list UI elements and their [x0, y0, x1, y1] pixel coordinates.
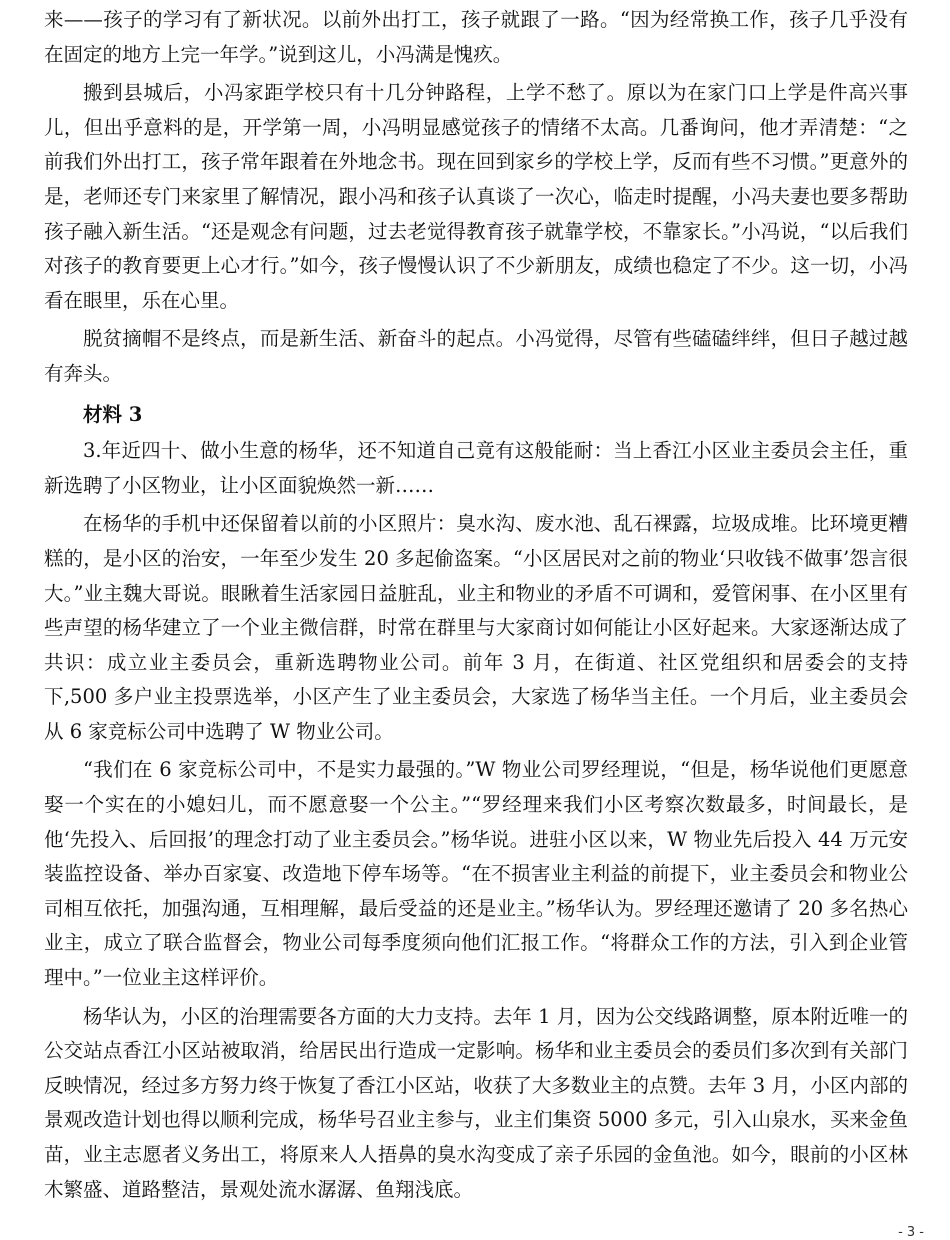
paragraph: 在杨华的手机中还保留着以前的小区照片：臭水沟、废水池、乱石裸露，垃圾成堆。比环境更糟糕的，是小区的治安，一年至少发生 20 多起偷盗案。“小区居民对之前的物业‘只收钱不做事’怨言很大。”业主魏大哥说。眼瞅着生活家园日益脏乱，业主和物业的矛盾不可调和，爱管闲事、在小区里有些声望的杨华建立了一个业主微信群，时常在群里与大家商讨如何能让小区好起来。大家逐渐达成了共识：成立业主委员会，重新选聘物业公司。前年 3 月，在街道、社区党组织和居委会的支持下,500 多户业主投票选举，小区产生了业主委员会，大家选了杨华当主任。一个月后，业主委员会从 6 家竞标公司中选聘了 W 物业公司。	[44, 512, 908, 743]
paragraph: 3.年近四十、做小生意的杨华，还不知道自己竟有这般能耐：当上香江小区业主委员会主任，重新选聘了小区物业，让小区面貌焕然一新……	[44, 439, 908, 497]
paragraph: 搬到县城后，小冯家距学校只有十几分钟路程，上学不愁了。原以为在家门口上学是件高兴事儿，但出乎意料的是，开学第一周，小冯明显感觉孩子的情绪不太高。几番询问，他才弄清楚：“之前我们外出打工，孩子常年跟着在外地念书。现在回到家乡的学校上学，反而有些不习惯。”更意外的是，老师还专门来家里了解情况，跟小冯和孩子认真谈了一次心，临走时提醒，小冯夫妻也要多帮助孩子融入新生活。“还是观念有问题，过去老觉得教育孩子就靠学校，不靠家长。”小冯说，“以后我们对孩子的教育要更上心才行。”如今，孩子慢慢认识了不少新朋友，成绩也稳定了不少。这一切，小冯看在眼里，乐在心里。	[44, 81, 908, 312]
document-page	[44, 3, 908, 1207]
paragraph-continuation: 来——孩子的学习有了新状况。以前外出打工，孩子就跟了一路。“因为经常换工作，孩子几乎没有在固定的地方上完一年学。”说到这儿，小冯满是愧疚。	[44, 8, 908, 66]
paragraph: 杨华认为，小区的治理需要各方面的大力支持。去年 1 月，因为公交线路调整，原本附近唯一的公交站点香江小区站被取消，给居民出行造成一定影响。杨华和业主委员会的委员们多次到有关部门反映情况，经过多方努力终于恢复了香江小区站，收获了大多数业主的点赞。去年 3 月，小区内部的景观改造计划也得以顺利完成，杨华号召业主参与，业主们集资 5000 多元，引入山泉水，买来金鱼苗，业主志愿者义务出工，将原来人人捂鼻的臭水沟变成了亲子乐园的金鱼池。如今，眼前的小区林木繁盛、道路整洁，景观处流水潺潺、鱼翔浅底。	[44, 1004, 908, 1201]
paragraph: 脱贫摘帽不是终点，而是新生活、新奋斗的起点。小冯觉得，尽管有些磕磕绊绊，但日子越过越有奔头。	[44, 327, 908, 385]
page-number: - 3 -	[898, 1225, 924, 1240]
paragraph: “我们在 6 家竞标公司中，不是实力最强的。”W 物业公司罗经理说，“但是，杨华说他们更愿意娶一个实在的小媳妇儿，而不愿意娶一个公主。”“罗经理来我们小区考察次数最多，时间最长，是他‘先投入、后回报’的理念打动了业主委员会。”杨华说。进驻小区以来，W 物业先后投入 44 万元安装监控设备、举办百家宴、改造地下停车场等。“在不损害业主利益的前提下，业主委员会和物业公司相互依托，加强沟通，互相理解，最后受益的还是业主。”杨华认为。罗经理还邀请了 20 多名热心业主，成立了联合监督会，物业公司每季度须向他们汇报工作。“将群众工作的方法，引入到企业管理中。”一位业主这样评价。	[44, 758, 908, 990]
section-heading: 材料 3	[83, 402, 143, 426]
